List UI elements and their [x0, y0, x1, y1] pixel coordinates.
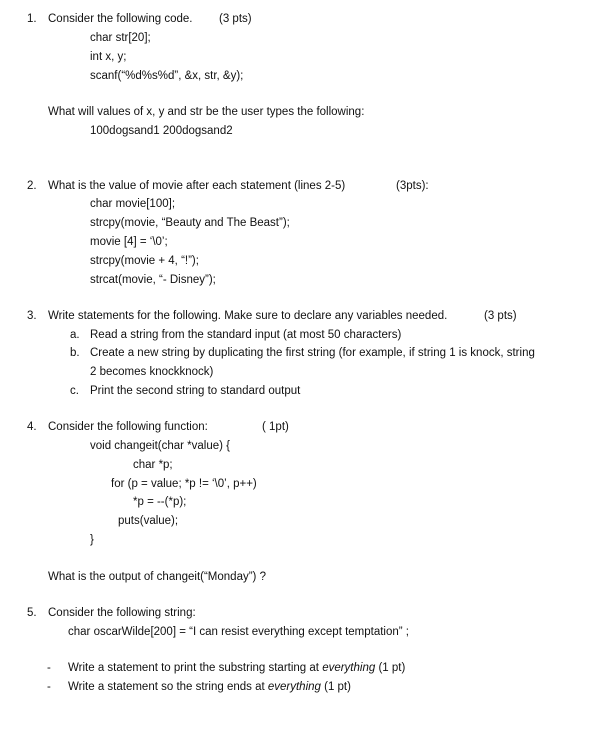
code-line: strcat(movie, “- Disney”); [90, 274, 216, 286]
q4-points: ( 1pt) [262, 421, 289, 433]
q1-points: (3 pts) [219, 13, 252, 25]
code-line: void changeit(char *value) { [90, 440, 230, 452]
q1-prompt: Consider the following code. [48, 13, 193, 25]
code-line: strcpy(movie + 4, “!”); [90, 255, 199, 267]
list-letter: c. [70, 385, 79, 397]
q1-number: 1. [27, 13, 37, 25]
q1-input: 100dogsand1 200dogsand2 [90, 125, 233, 137]
bullet-item [68, 680, 351, 694]
code-line: char movie[100]; [90, 198, 176, 210]
q4-number: 4. [27, 421, 37, 433]
q1-question: What will values of x, y and str be the user types the following: [48, 106, 365, 118]
q4-question: What is the output of changeit(“Monday”) ? [48, 571, 266, 583]
list-item: Read a string from the standard input (at most 50 characters) [90, 329, 402, 341]
q3-points: (3 pts) [484, 310, 517, 322]
code-line: *p = --(*p); [133, 496, 187, 508]
list-item: Create a new string by duplicating the first string (for example, if string 1 is knock, string [90, 347, 535, 359]
bullet-dash: - [47, 681, 51, 693]
list-letter: a. [70, 329, 80, 341]
code-line: char oscarWilde[200] = “I can resist everything except temptation” ; [68, 626, 410, 638]
list-letter: b. [70, 347, 80, 359]
code-line: puts(value); [118, 515, 179, 527]
code-line: char str[20]; [90, 32, 151, 44]
bullet-text: (1 pt) [320, 681, 351, 693]
code-line: movie [4] = ‘\0’; [90, 236, 168, 248]
code-line: scanf(“%d%s%d”, &x, str, &y); [90, 70, 244, 82]
q5-number: 5. [27, 607, 37, 619]
q3-prompt: Write statements for the following. Make sure to declare any variables needed. [48, 310, 448, 322]
code-line: int x, y; [90, 51, 127, 63]
q4-prompt: Consider the following function: [48, 421, 208, 433]
bullet-text: (1 pt) [375, 662, 406, 674]
list-item-continued: 2 becomes knockknock) [90, 366, 214, 378]
q2-prompt: What is the value of movie after each statement (lines 2-5) [48, 180, 346, 192]
bullet-text: Write a statement so the string ends at [68, 681, 268, 693]
bullet-text: Write a statement to print the substring starting at [68, 662, 323, 674]
code-line: for (p = value; *p != ‘\0’, p++) [111, 478, 257, 490]
bullet-item [68, 661, 405, 675]
code-line: char *p; [133, 459, 173, 471]
q2-number: 2. [27, 180, 37, 192]
code-line: } [90, 534, 94, 546]
code-line: strcpy(movie, “Beauty and The Beast”); [90, 217, 290, 229]
bullet-dash: - [47, 662, 51, 674]
q3-number: 3. [27, 310, 37, 322]
bullet-emphasis: everything [267, 681, 321, 693]
list-item: Print the second string to standard output [90, 385, 301, 397]
q5-prompt: Consider the following string: [48, 607, 196, 619]
q2-points: (3pts): [396, 180, 429, 192]
bullet-emphasis: everything [322, 662, 376, 674]
